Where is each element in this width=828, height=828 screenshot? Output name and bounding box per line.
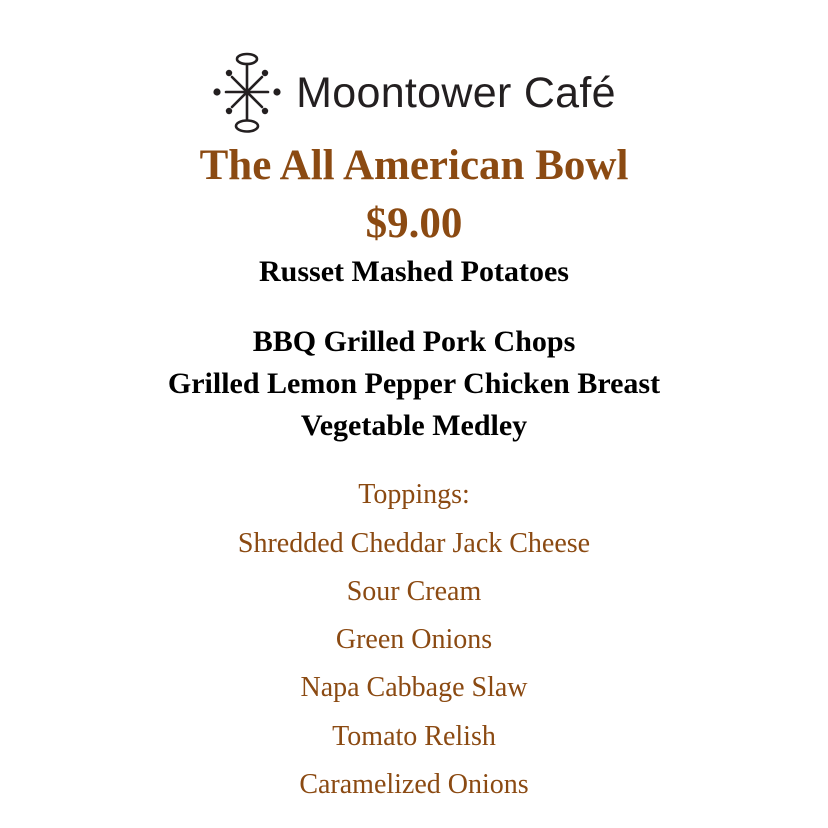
topping-item: Caramelized Onions bbox=[299, 769, 529, 800]
topping-item: Green Onions bbox=[335, 624, 493, 655]
protein-option: Vegetable Medley bbox=[300, 409, 528, 442]
toppings-heading: Toppings: bbox=[358, 479, 470, 510]
protein-option: Grilled Lemon Pepper Chicken Breast bbox=[167, 367, 661, 400]
menu-item-base: Russet Mashed Potatoes bbox=[259, 255, 569, 288]
brand-name: Moontower Café bbox=[296, 68, 616, 117]
topping-item: Napa Cabbage Slaw bbox=[300, 672, 528, 703]
topping-item: Tomato Relish bbox=[332, 721, 496, 752]
topping-item: Sour Cream bbox=[346, 576, 482, 607]
menu-item-title: The All American Bowl bbox=[199, 142, 629, 189]
brand-logo bbox=[0, 48, 828, 138]
menu-item-price: $9.00 bbox=[365, 200, 463, 247]
moontower-tower-icon bbox=[212, 51, 282, 135]
topping-item: Shredded Cheddar Jack Cheese bbox=[237, 528, 591, 559]
protein-option: BBQ Grilled Pork Chops bbox=[252, 325, 576, 358]
